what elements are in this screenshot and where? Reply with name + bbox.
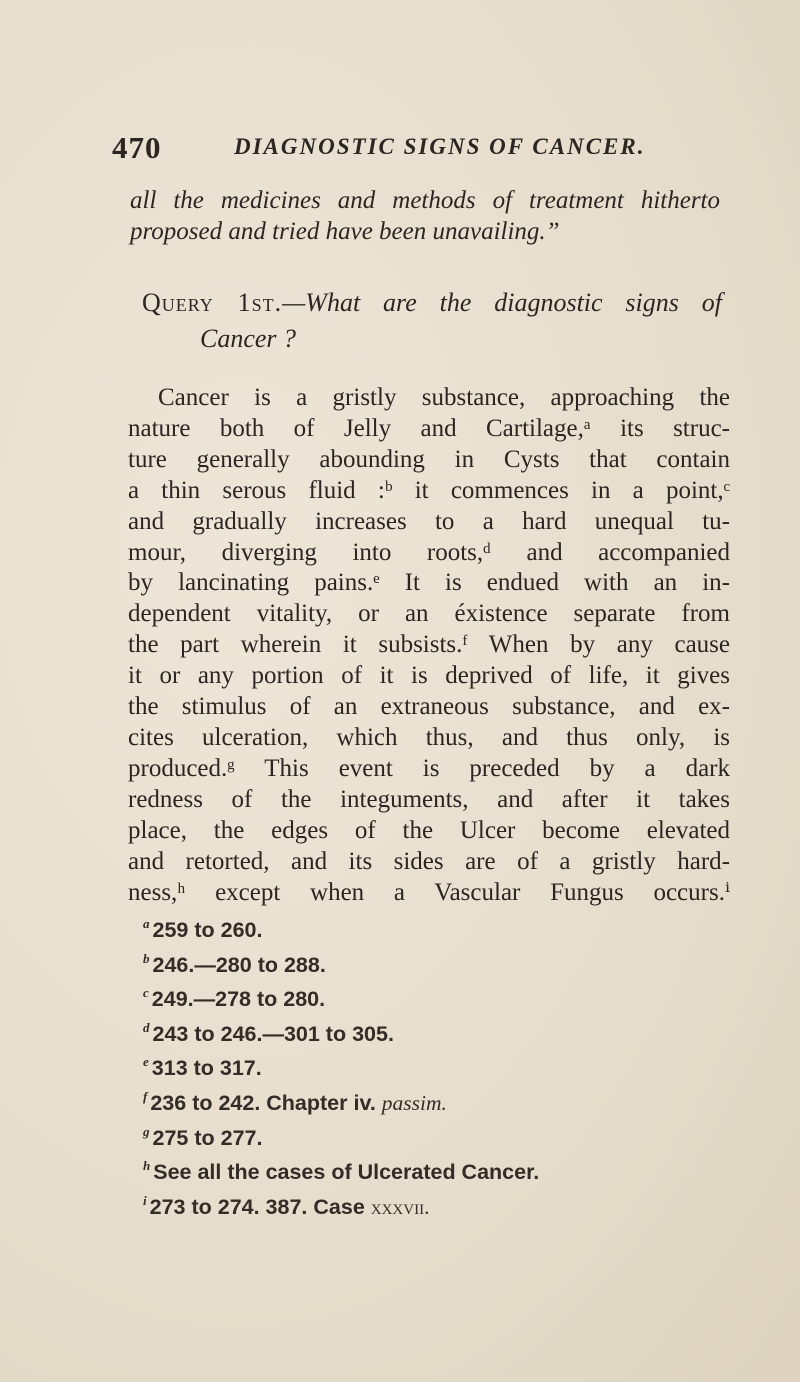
body-line: cites ulceration, which thus, and thus only, is xyxy=(128,723,730,751)
footnote-tail: passim. xyxy=(381,1090,447,1115)
footnote-text: 236 to 242. Chapter iv. xyxy=(150,1090,376,1115)
footnote-text: 273 to 274. 387. Case xyxy=(149,1194,365,1219)
footnote-text: 259 to 260. xyxy=(152,918,263,942)
query-label: Query 1st. xyxy=(142,288,283,317)
body-line: mour, diverging into roots,ᵈ and accompanied xyxy=(128,538,730,566)
footnote-text: 246.—280 to 288. xyxy=(152,952,326,977)
footnote-mark: d xyxy=(143,1019,150,1035)
footnote-mark: c xyxy=(143,985,149,1001)
footnote-text: 275 to 277. xyxy=(152,1125,263,1150)
query-continuation: Cancer ? xyxy=(200,324,297,353)
running-head: DIAGNOSTIC SIGNS OF CANCER. xyxy=(234,134,646,159)
intro-line: all the medicines and methods of treatment hitherto xyxy=(130,187,720,214)
body-line: it or any portion of it is deprived of life, it gives xyxy=(128,662,730,690)
page-number: 470 xyxy=(112,130,162,165)
footnote xyxy=(143,1187,703,1222)
footnote xyxy=(143,1014,703,1049)
footnotes xyxy=(143,910,703,1221)
body-line: the part wherein it subsists.ᶠ When by any cause xyxy=(128,631,730,659)
page-header xyxy=(112,130,712,170)
footnote xyxy=(143,1118,703,1153)
footnote xyxy=(143,1048,703,1083)
footnote-text: See all the cases of Ulcerated Cancer. xyxy=(153,1160,540,1185)
footnote xyxy=(143,910,703,945)
body-line: place, the edges of the Ulcer become elevated xyxy=(128,816,730,844)
body-line: produced.ᵍ This event is preceded by a dark xyxy=(128,754,730,782)
body-line: nature both of Jelly and Cartilage,ᵃ its struc- xyxy=(128,414,730,442)
footnote-mark: i xyxy=(143,1192,147,1208)
intro-line: proposed and tried have been unavailing.” xyxy=(130,218,560,245)
query-heading xyxy=(142,285,722,357)
footnote-text: 243 to 246.—301 to 305. xyxy=(152,1021,394,1046)
intro-paragraph-continuation xyxy=(130,185,720,247)
footnote-text: 249.—278 to 280. xyxy=(151,987,326,1012)
body-line: ness,ʰ except when a Vascular Fungus occurs.ⁱ xyxy=(128,878,730,906)
body-line: Cancer is a gristly substance, approaching the xyxy=(158,384,730,411)
footnote-mark: e xyxy=(143,1054,149,1070)
footnote xyxy=(143,945,703,980)
footnote-mark: f xyxy=(143,1088,148,1104)
footnote-tail: xxxvii. xyxy=(370,1194,430,1219)
footnote-mark: h xyxy=(143,1158,151,1174)
body-line: a thin serous fluid :ᵇ it commences in a point,ᶜ xyxy=(128,476,730,504)
footnote-mark: b xyxy=(143,950,150,966)
body-line: and retorted, and its sides are of a gristly hard- xyxy=(128,847,730,875)
body-line: the stimulus of an extraneous substance, and ex- xyxy=(128,693,730,721)
body-line: and gradually increases to a hard unequal tu- xyxy=(128,507,730,535)
footnote-mark: g xyxy=(143,1123,150,1139)
query-line xyxy=(142,285,722,321)
footnote-mark: a xyxy=(143,916,150,931)
body-line: dependent vitality, or an éxistence separate from xyxy=(128,600,730,628)
footnote xyxy=(143,1152,703,1187)
body-line: redness of the integuments, and after it takes xyxy=(128,785,730,813)
body-line: by lancinating pains.ᵉ It is endued with an in- xyxy=(128,569,730,597)
footnote-text: 313 to 317. xyxy=(151,1056,262,1081)
query-question: —What are the diagnostic signs of xyxy=(282,288,722,317)
body-line: ture generally abounding in Cysts that contain xyxy=(128,445,730,473)
footnote xyxy=(143,979,703,1014)
footnote xyxy=(143,1083,703,1118)
body-paragraph xyxy=(128,383,730,908)
